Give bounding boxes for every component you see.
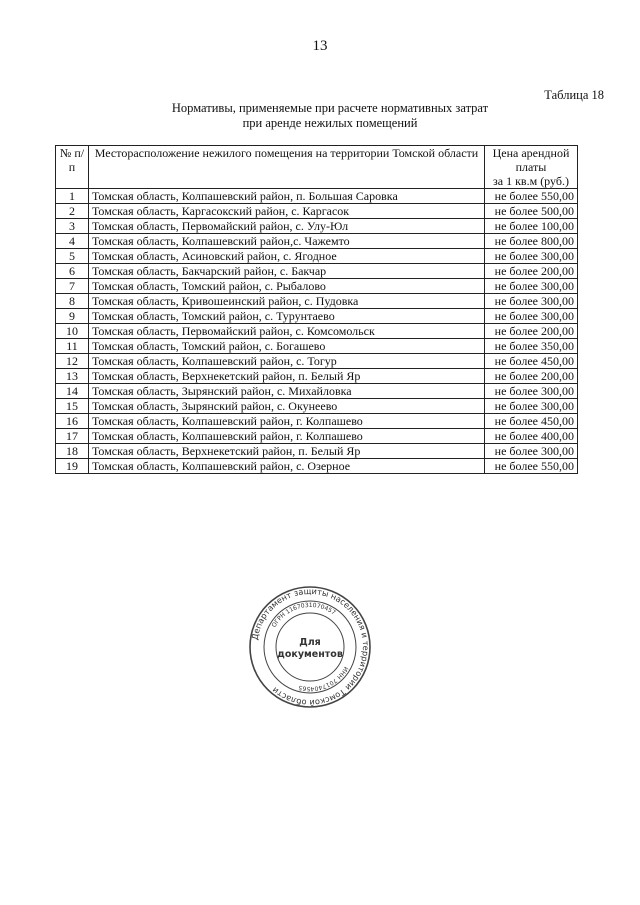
row-location: Томская область, Зырянский район, с. Окунеево <box>89 399 485 414</box>
row-location: Томская область, Кривошеинский район, с. Пудовка <box>89 294 485 309</box>
row-number: 13 <box>56 369 89 384</box>
row-number: 4 <box>56 234 89 249</box>
table-title-line: Нормативы, применяемые при расчете нормативных затрат <box>171 101 489 115</box>
table-row <box>56 234 578 249</box>
row-location: Томская область, Колпашевский район, с. Тогур <box>89 354 485 369</box>
table-row <box>56 189 578 204</box>
table-body <box>56 189 578 474</box>
seal-stamp <box>248 585 372 709</box>
row-price: не более 300,00 <box>485 309 578 324</box>
header-price-unit: за 1 кв.м (руб.) <box>493 174 569 188</box>
table-header-row <box>56 146 578 189</box>
table-row <box>56 414 578 429</box>
row-location: Томская область, Колпашевский район, с. Озерное <box>89 459 485 474</box>
row-number: 7 <box>56 279 89 294</box>
row-location: Томская область, Первомайский район, с. Улу-Юл <box>89 219 485 234</box>
row-price: не более 200,00 <box>485 369 578 384</box>
row-price: не более 100,00 <box>485 219 578 234</box>
row-price: не более 800,00 <box>485 234 578 249</box>
row-price: не более 300,00 <box>485 279 578 294</box>
table-row <box>56 294 578 309</box>
header-price <box>485 146 578 189</box>
row-number: 11 <box>56 339 89 354</box>
seal-center-line: Для <box>299 637 321 648</box>
row-number: 15 <box>56 399 89 414</box>
row-price: не более 200,00 <box>485 264 578 279</box>
row-location: Томская область, Томский район, с. Рыбалово <box>89 279 485 294</box>
row-location: Томская область, Верхнекетский район, п. Белый Яр <box>89 369 485 384</box>
table-row <box>56 309 578 324</box>
row-number: 17 <box>56 429 89 444</box>
row-number: 2 <box>56 204 89 219</box>
table-label: Таблица 18 <box>544 88 604 102</box>
table-row <box>56 429 578 444</box>
row-location: Томская область, Колпашевский район, п. Большая Саровка <box>89 189 485 204</box>
row-number: 16 <box>56 414 89 429</box>
row-location: Томская область, Колпашевский район,с. Чажемто <box>89 234 485 249</box>
row-number: 14 <box>56 384 89 399</box>
seal-ogrn-text <box>271 602 337 629</box>
table-row <box>56 249 578 264</box>
table-row <box>56 339 578 354</box>
row-location: Томская область, Асиновский район, с. Ягодное <box>89 249 485 264</box>
row-number: 10 <box>56 324 89 339</box>
header-price-label: Цена арендной платы <box>492 146 570 174</box>
row-location: Томская область, Каргасокский район, с. Каргасок <box>89 204 485 219</box>
row-number: 9 <box>56 309 89 324</box>
table-row <box>56 399 578 414</box>
row-price: не более 300,00 <box>485 384 578 399</box>
row-price: не более 450,00 <box>485 354 578 369</box>
table-row <box>56 354 578 369</box>
seal-ogrn-textpath: ОГРН 1167031070457 <box>270 601 337 629</box>
table-row <box>56 369 578 384</box>
row-price: не более 300,00 <box>485 444 578 459</box>
table-row <box>56 264 578 279</box>
row-number: 1 <box>56 189 89 204</box>
row-location: Томская область, Колпашевский район, г. Колпашево <box>89 414 485 429</box>
row-price: не более 300,00 <box>485 399 578 414</box>
row-location: Томская область, Верхнекетский район, п. Белый Яр <box>89 444 485 459</box>
row-price: не более 300,00 <box>485 294 578 309</box>
row-location: Томская область, Бакчарский район, с. Бакчар <box>89 264 485 279</box>
table-row <box>56 204 578 219</box>
seal-outer-textpath: Департамент защиты населения и территории Томской области <box>249 585 372 709</box>
table-row <box>56 444 578 459</box>
row-price: не более 300,00 <box>485 249 578 264</box>
row-location: Томская область, Колпашевский район, г. Колпашево <box>89 429 485 444</box>
table-row <box>56 279 578 294</box>
seal-inn-textpath: ИНН 7017404565 <box>297 665 350 693</box>
table-title <box>80 101 580 131</box>
row-number: 5 <box>56 249 89 264</box>
row-number: 3 <box>56 219 89 234</box>
row-price: не более 350,00 <box>485 339 578 354</box>
row-number: 19 <box>56 459 89 474</box>
table-row <box>56 324 578 339</box>
header-location: Месторасположение нежилого помещения на территории Томской области <box>89 146 485 189</box>
table-row <box>56 384 578 399</box>
row-price: не более 450,00 <box>485 414 578 429</box>
row-location: Томская область, Томский район, с. Богашево <box>89 339 485 354</box>
row-number: 8 <box>56 294 89 309</box>
table-row <box>56 459 578 474</box>
row-location: Томская область, Первомайский район, с. Комсомольск <box>89 324 485 339</box>
table-row <box>56 219 578 234</box>
row-location: Томская область, Томский район, с. Турунтаево <box>89 309 485 324</box>
table-title-line: при аренде нежилых помещений <box>242 116 418 130</box>
page-number: 13 <box>312 38 328 54</box>
row-number: 6 <box>56 264 89 279</box>
seal-center-line: документов <box>277 649 343 660</box>
row-location: Томская область, Зырянский район, с. Михайловка <box>89 384 485 399</box>
row-number: 12 <box>56 354 89 369</box>
row-price: не более 400,00 <box>485 429 578 444</box>
header-number: № п/п <box>56 146 89 189</box>
row-price: не более 200,00 <box>485 324 578 339</box>
rent-norms-table <box>55 145 578 474</box>
row-price: не более 500,00 <box>485 204 578 219</box>
row-price: не более 550,00 <box>485 459 578 474</box>
row-price: не более 550,00 <box>485 189 578 204</box>
row-number: 18 <box>56 444 89 459</box>
